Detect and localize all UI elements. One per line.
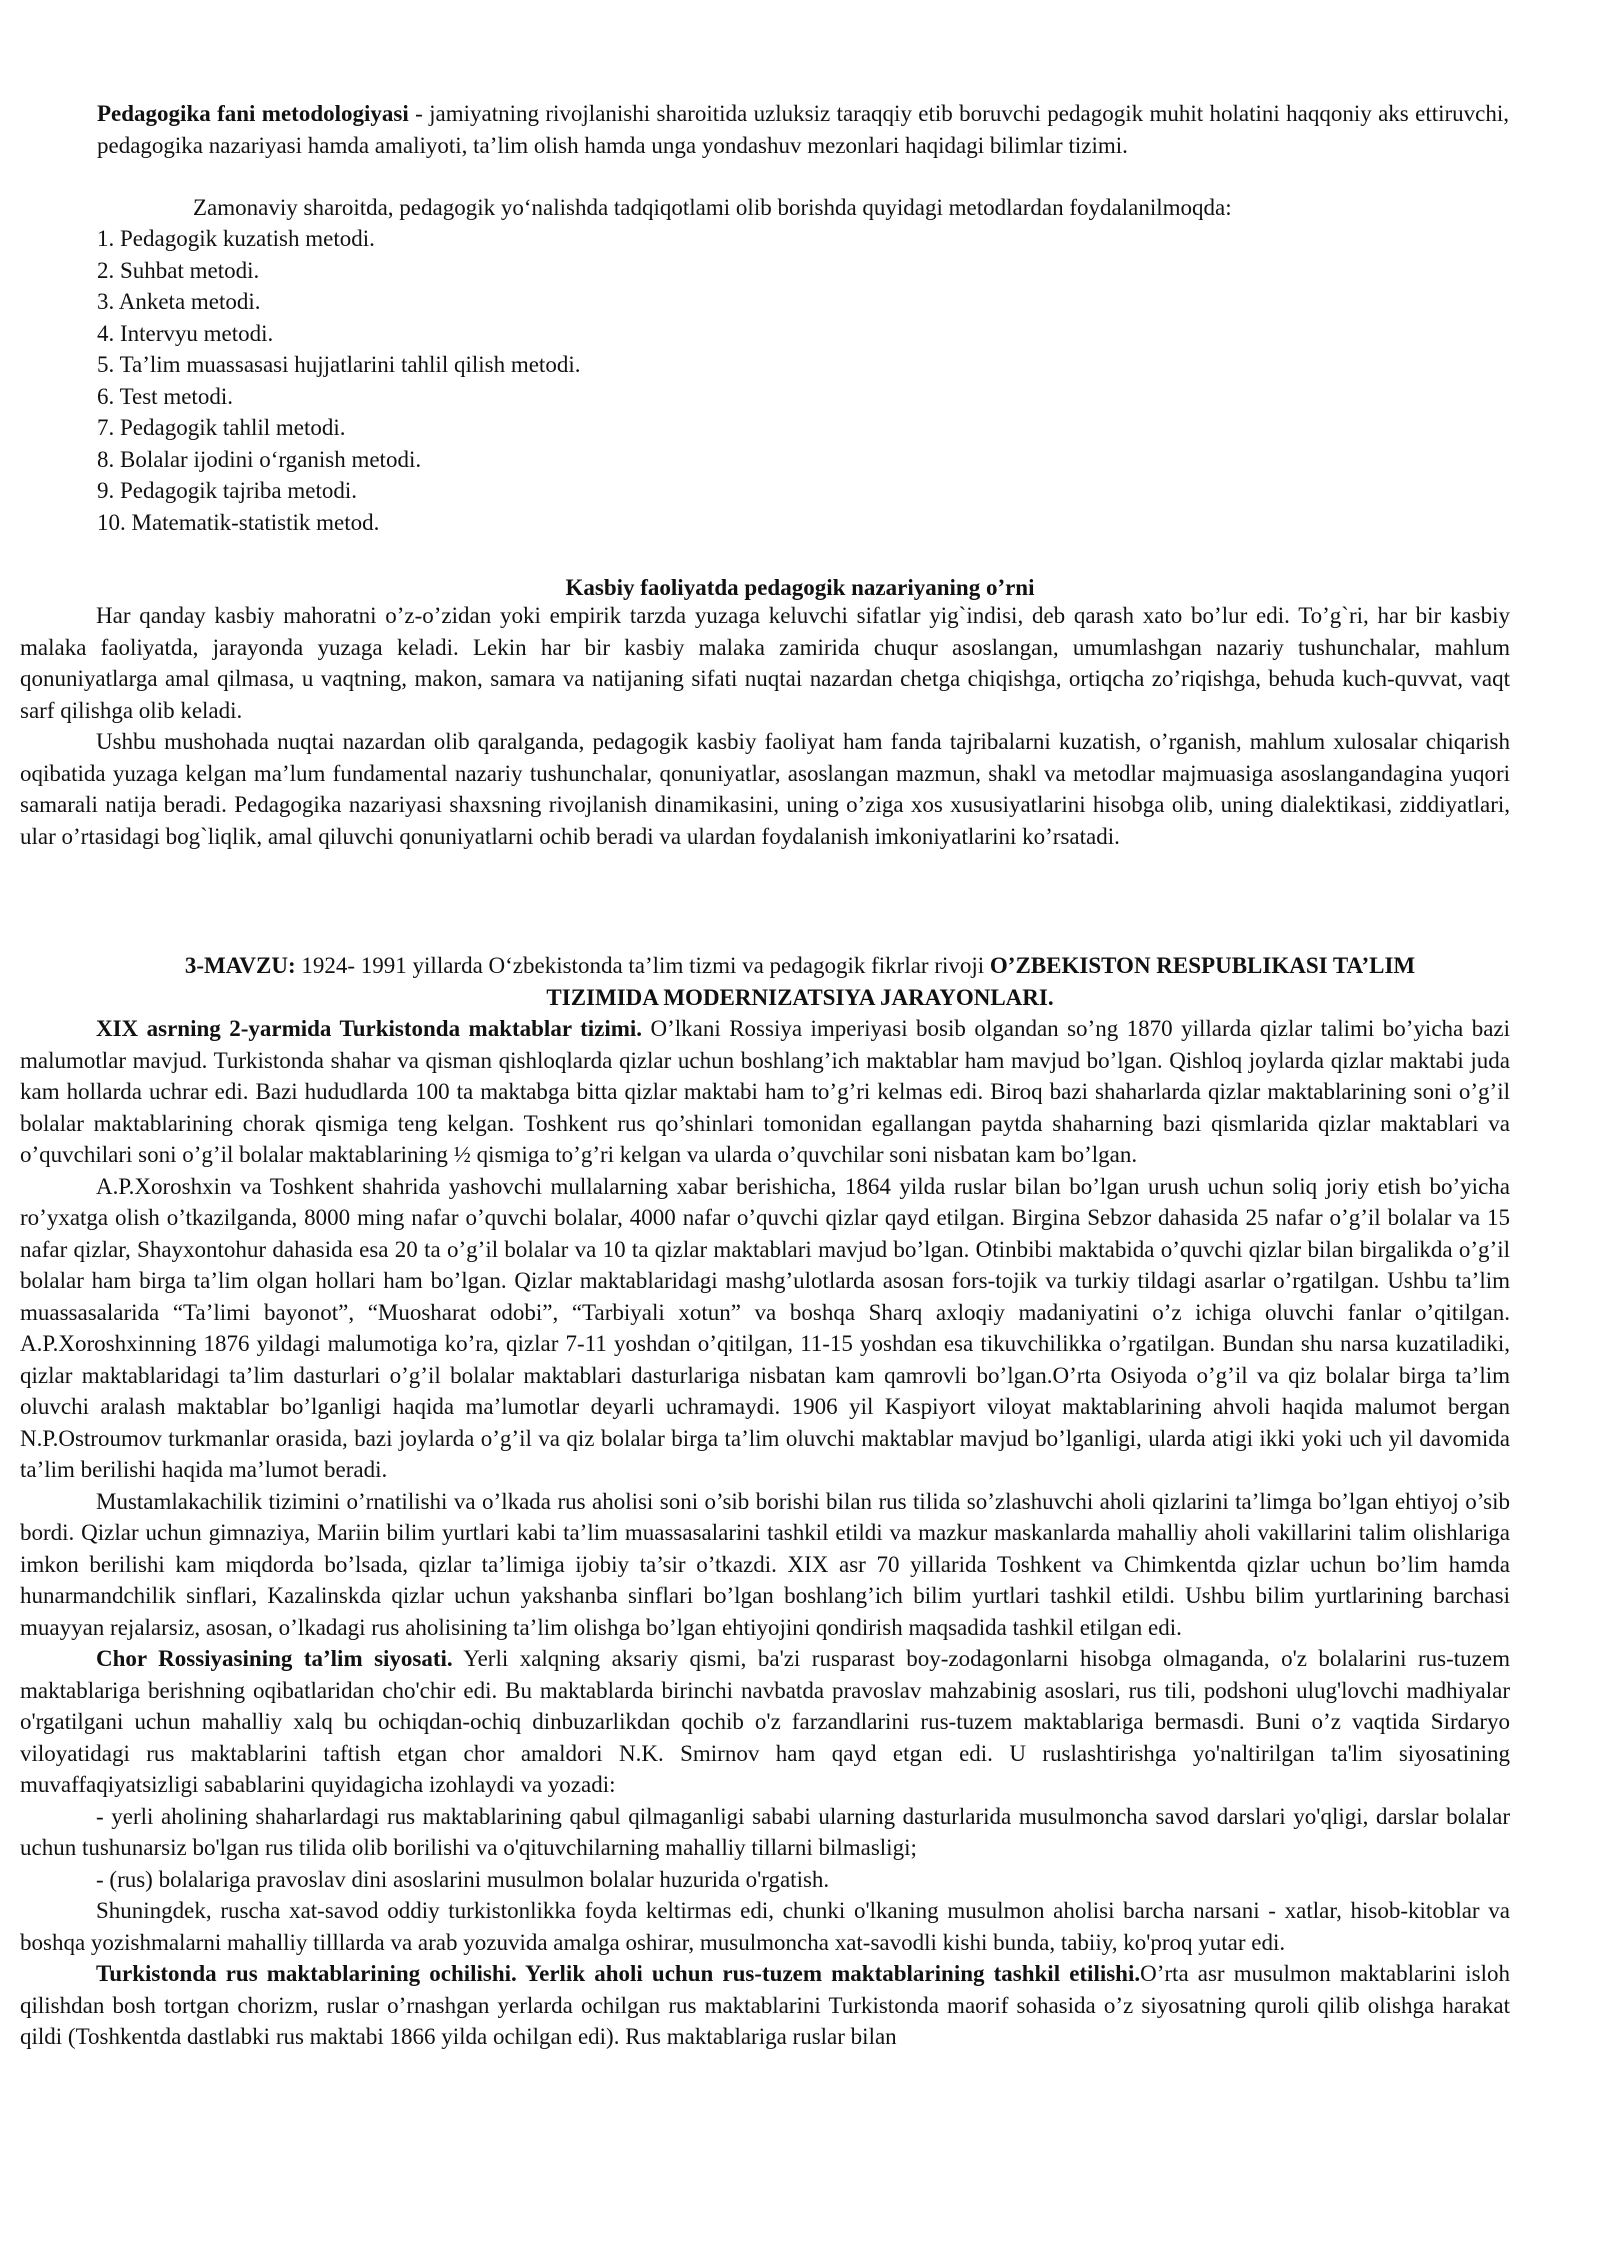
paragraph: A.P.Xoroshxin va Toshkent shahrida yashovchi mullalarning xabar berishicha, 1864 yilda ruslar bilan bo’lgan urush uchun soliq joriy etish bo’yicha ro’yxatga olish o’tkazilganda, 8000 ming nafar o’quvchi bolalar, 4000 nafar o’quvchi qizlar qayd etilgan. Birgina Sebzor dahasida 25 nafar o’g’il bolalar va 15 nafar qizlar, Shayxontohur dahasida esa 20 ta o’g’il bolalar va 10 ta qizlar maktablari mavjud bo’lgan. Otinbibi maktabida o’quvchi qizlar bilan birgalikda o’g’il bolalar ham birga ta’lim olgan hollari ham bo’lgan. Qizlar maktablaridagi mashg’ulotlarda asosan fors-tojik va turkiy tildagi asarlar o’rgatilgan. Ushbu ta’lim muassasalarida “Ta’limi bayonot”, “Muosharat odobi”, “Tarbiyali xotun” va boshqa Sharq axloqiy madaniyatini o’z ichiga oluvchi fanlar o’qitilgan. A.P.Xoroshxinning 1876 yildagi malumotiga ko’ra, qizlar 7-11 yoshdan o’qitilgan, 11-15 yoshdan esa tikuvchilikka o’rgatilgan. Bundan shu narsa kuzatiladiki, qizlar maktablaridagi ta’lim dasturlari o’g’il bolalar maktablari dasturlariga nisbatan kam qamrovli bo’lgan.O’rta Osiyoda o’g’il va qiz bolalar birga ta’lim oluvchi aralash maktablar bo’lganligi haqida ma’lumotlar deyarli uchramaydi. 1906 yil Kaspiyort viloyat maktablarining ahvoli haqida malumot bergan N.P.Ostroumov turkmanlar orasida, bazi joylarda o’g’il va qiz bolalar birga ta’lim oluvchi maktablar mavjud bo’lganligi, ularda atigi ikki yoki uch yil davomida ta’lim berilishi haqida ma’lumot beradi.: [20, 1173, 1510, 1482]
intro-definition: [97, 98, 1509, 161]
list-item: 3. Anketa metodi.: [97, 289, 261, 314]
list-item: 1. Pedagogik kuzatish metodi.: [97, 226, 375, 251]
list-item: 7. Pedagogik tahlil metodi.: [97, 415, 346, 440]
paragraph: [20, 1643, 1510, 1801]
list-item: 8. Bolalar ijodini o‘rganish metodi.: [97, 446, 422, 472]
subsection-heading: Turkistonda rus maktablarining ochilishi. Yerlik aholi uchun rus-tuzem maktablarining tashkil etilishi.: [96, 1961, 1141, 1986]
topic-title-line2: TIZIMIDA MODERNIZATSIYA JARAYONLARI.: [546, 984, 1054, 1010]
paragraph-text: O’lkani Rossiya imperiyasi bosib olgandan so’ng 1870 yillarda qizlar talimi bo’yicha bazi malumotlar mavjud. Turkistonda shahar va qisman qishloqlarda qizlar uchun boshlang’ich maktablar ham mavjud bo’lgan. Qishloq joylarda qizlar maktabi juda kam hollarda uchrar edi. Bazi hududlarda 100 ta maktabga bitta qizlar maktabi ham to’g’ri kelmas edi. Biroq bazi shaharlarda qizlar maktablarining soni o’g’il bolalar maktablarining chorak qismiga teng kelgan. Toshkent rus qo’shinlari tomonidan egallangan paytda shaharning bazi qismlarida qizlar maktablari va o’quvchilari soni o’g’il bolalar maktablarining ½ qismiga to’g’ri kelgan va ularda o’quvchilar soni nisbatan kam bo’lgan.: [20, 1016, 1511, 1167]
paragraph-text: Yerli xalqning aksariy qismi, ba'zi rusparast boy-zodagonlarni hisobga olmaganda, o'z bolalarini rus-tuzem maktablariga berishning oqibatlaridan cho'chir edi. Bu maktablarda birinchi navbatda pravoslav mahzabinig asoslari, rus tili, podshoni ulug'lovchi madhiyalar o'rgatilgani uchun mahalliy xalq bu ochiqdan-ochiq dinbuzarlikdan qochib o'z farzandlarini rus-tuzem maktablariga bermasdi. Buni o’z vaqtida Sirdaryo viloyatidagi rus maktablarini taftish etgan chor amaldori N.K. Smirnov ham qayd etgan edi. U ruslashtirishga yo'naltirilgan ta'lim siyosatining muvaffaqiyatsizligi sabablarini quyidagicha izohlaydi va yozadi:: [20, 1646, 1510, 1797]
methods-intro: [193, 192, 1513, 224]
section-heading: [20, 572, 1580, 604]
paragraph: Shuningdek, ruscha xat-savod oddiy turkistonlikka foyda keltirmas edi, chunki o'lkaning musulmon aholisi barcha narsani - xatlar, hisob-kitoblar va boshqa yozishmalarni mahalliy tilllarda va arab yozuvida amalga oshirar, musulmoncha xat-savodli kishi bunda, tabiiy, ko'proq yutar edi.: [20, 1898, 1510, 1955]
topic-header-line: [20, 950, 1580, 982]
section-body: [20, 1013, 1510, 2053]
topic-label: 3-MAVZU:: [184, 953, 296, 978]
intro-term: Pedagogika fani metodologiyasi: [97, 101, 409, 126]
topic-header-line: [20, 982, 1580, 1014]
topic-text: 1924- 1991 yillarda O‘zbekistonda ta’lim tizmi va pedagogik fikrlar rivoji: [295, 953, 990, 978]
paragraph: Mustamlakachilik tizimini o’rnatilishi va o’lkada rus aholisi soni o’sib borishi bilan rus tilida so’zlashuvchi aholi qizlarini ta’limga bo’lgan ehtiyoj o’sib bordi. Qizlar uchun gimnaziya, Mariin bilim yurtlari kabi ta’lim muassasalarini tashkil etildi va mazkur maskanlarda mahalliy aholi vakillarini talim olishlariga imkon berilishi kam miqdorda bo’lsada, qizlar ta’limiga ijobiy ta’sir o’tkazdi. XIX asr 70 yillarida Toshkent va Chimkentda qizlar uchun bo’lim hamda hunarmandchilik sinflari, Kazalinskda qizlar uchun yakshanba sinflari bo’lgan boshlang’ich bilim yurtlari tashkil etildi. Ushbu bilim yurtlarining barchasi muayyan rejalarsiz, asosan, o’lkadagi rus aholisining ta’lim olishga bo’lgan ehtiyojini qondirish maqsadida tashkil etilgan edi.: [20, 1488, 1510, 1640]
section-heading-text: Kasbiy faoliyatda pedagogik nazariyaning o’rni: [565, 575, 1035, 600]
topic-title-line1: O’ZBEKISTON RESPUBLIKASI TA’LIM: [989, 953, 1416, 978]
subsection-heading: Chor Rossiyasining ta’lim siyosati.: [96, 1646, 453, 1671]
list-item: 9. Pedagogik tajriba metodi.: [97, 478, 357, 503]
list-item: 2. Suhbat metodi.: [97, 257, 260, 283]
paragraph-text: O’rta asr musulmon maktablarini isloh qilishdan bosh tortgan chorizm, ruslar o’rnashgan yerlarda ochilgan rus maktablarini Turkistonda maorif sohasida o’z siyosatning quroli qilib olishga harakat qildi (Toshkentda dastlabki rus maktabi 1866 yilda ochilgan edi). Rus maktablariga ruslar bilan: [20, 1961, 1510, 2049]
methods-intro-text: Zamonaviy sharoitda, pedagogik yo‘nalishda tadqiqotlami olib borishda quyidagi metodlardan foydalanilmoqda:: [193, 195, 1232, 220]
list-item: 4. Intervyu metodi.: [97, 320, 274, 346]
list-item: 6. Test metodi.: [97, 383, 233, 409]
subsection-heading: XIX asrning 2-yarmida Turkistonda maktablar tizimi.: [96, 1016, 643, 1041]
paragraph: [20, 1958, 1510, 2053]
paragraph: Har qanday kasbiy mahoratni o’z-o’zidan yoki empirik tarzda yuzaga keluvchi sifatlar yig`indisi, deb qarash xato bo’lur edi. To’g`ri, har bir kasbiy malaka faoliyatda, jarayonda yuzaga keladi. Lekin har bir kasbiy malaka zamirida chuqur asoslangan, umumlashgan nazariy tushunchalar, mahlum qonuniyatlarga amal qilmasa, u vaqtning, makon, samara va natijaning sifati nuqtai nazardan chetga chiqishga, ortiqcha zo’riqishga, behuda kuch-quvvat, vaqt sarf qilishga olib keladi.: [20, 603, 1510, 723]
paragraph: Ushbu mushohada nuqtai nazardan olib qaralganda, pedagogik kasbiy faoliyat ham fanda tajribalarni kuzatish, o’rganish, mahlum xulosalar chiqarish oqibatida yuzaga kelgan ma’lum fundamental nazariy tushunchalar, qonuniyatlar, asoslangan mazmun, shakl va metodlar majmuasiga asoslangandagina yuqori samarali natija beradi. Pedagogika nazariyasi shaxsning rivojlanish dinamikasini, uning o’ziga xos xususiyatlarini hisobga olib, uning dialektikasi, ziddiyatlari, ular o’rtasidagi bog`liqlik, amal qiluvchi qonuniyatlarni ochib beradi va ulardan foydalanish imkoniyatlarini ko’rsatadi.: [20, 729, 1510, 849]
intro-definition-text: - jamiyatning rivojlanishi sharoitida uzluksiz taraqqiy etib boruvchi pedagogik muhit holatini haqqoniy aks ettiruvchi, pedagogika nazariyasi hamda amaliyoti, ta’lim olish hamda unga yondashuv mezonlari haqidagi bilimlar tizimi.: [97, 101, 1509, 158]
paragraph: - yerli aholining shaharlardagi rus maktablarining qabul qilmaganligi sababi ularning dasturlarida musulmoncha savod darslari yo'qligi, darslar bolalar uchun tushunarsiz bo'lgan rus tilida olib borilishi va o'qituvchilarning mahalliy tillarni bilmasligi;: [20, 1803, 1510, 1860]
list-item: 10. Matematik-statistik metod.: [97, 509, 380, 535]
paragraph: - (rus) bolalariga pravoslav dini asoslarini musulmon bolalar huzurida o'rgatish.: [96, 1866, 830, 1892]
list-item: 5. Ta’lim muassasasi hujjatlarini tahlil qilish metodi.: [97, 352, 581, 377]
paragraph: [20, 1013, 1510, 1171]
topic-header: [20, 950, 1580, 1013]
section-body: [20, 600, 1510, 852]
methods-list: [97, 223, 1097, 538]
